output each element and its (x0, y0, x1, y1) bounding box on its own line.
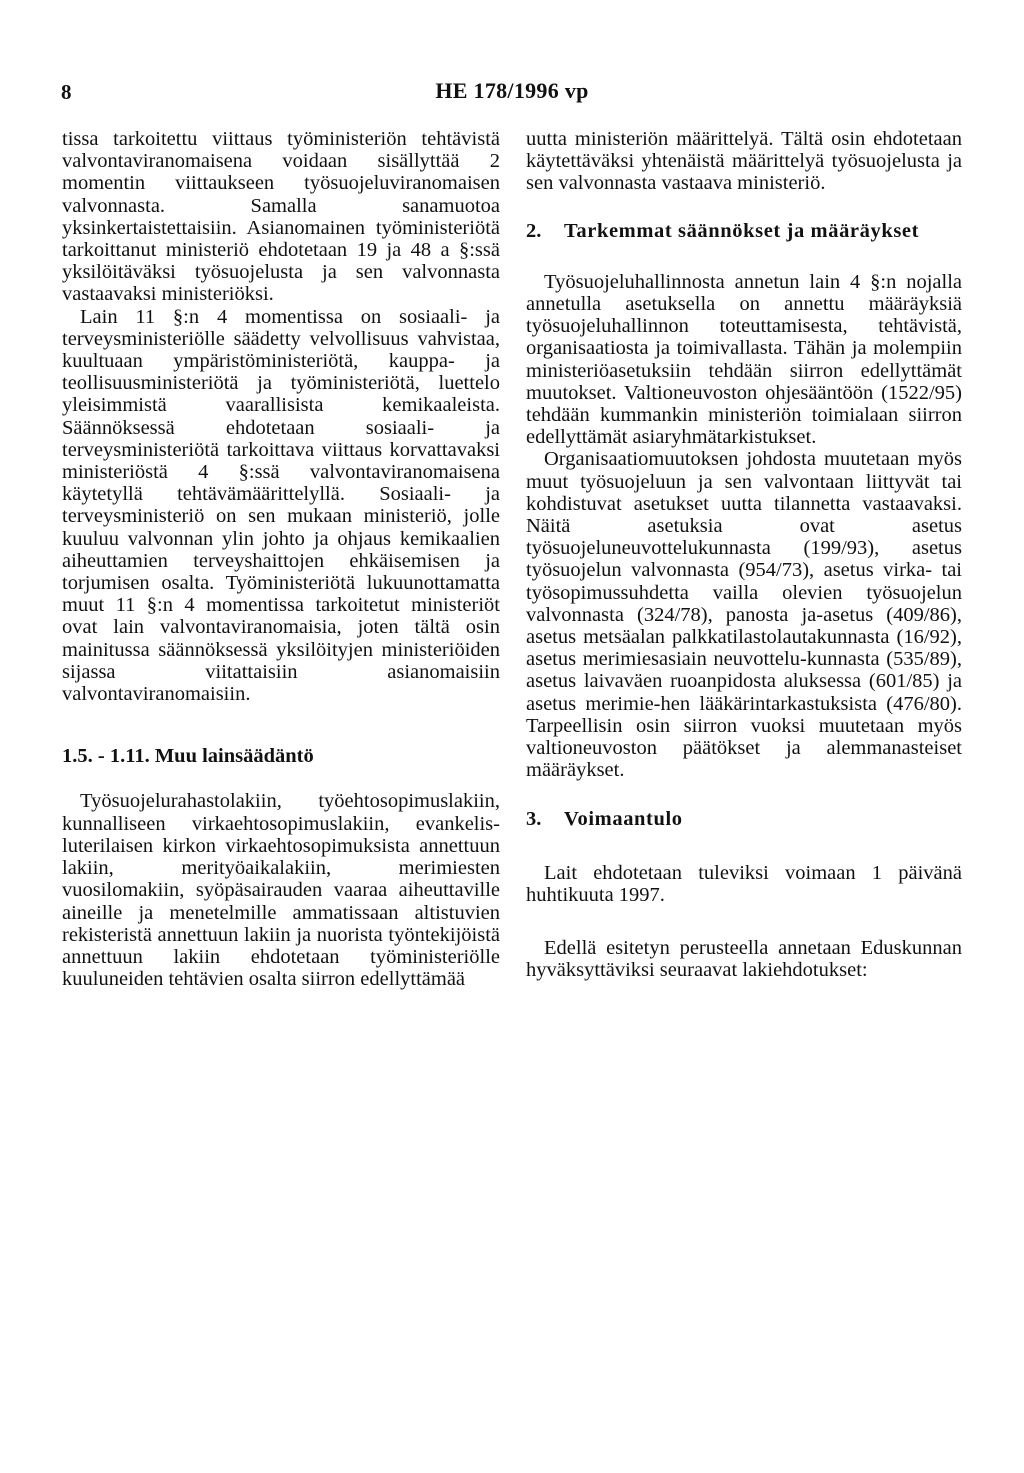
section-heading-1-5: 1.5. - 1.11. Muu lainsäädäntö (62, 745, 314, 768)
left-column (62, 128, 500, 990)
section-heading-2 (526, 220, 962, 242)
right-paragraph-5: Edellä esitetyn perusteella annetaan Eduskunnan hyväksyttäviksi seuraavat lakiehdotukset: (526, 937, 962, 982)
left-paragraph-2: Lain 11 §:n 4 momentissa on sosiaali- ja terveysministeriölle säädetty velvollisuus vahvistaa, kuultuaan ympäristöministeriötä, kauppa- ja teollisuusministeriötä ja työministeriötä, luettelo yleisimmistä vaarallisista kemikaaleista. Säännöksessä ehdotetaan sosiaali- ja terveysministeriötä tarkoittava viittaus korvattavaksi ministeriöstä 4 §:ssä valvontaviranomaisena käytetyllä tehtävämäärittelyllä. Sosiaali- ja terveysministeriö on sen mukaan ministeriö, jolle kuuluu valvonnan ylin johto ja ohjaus kemikaalien aiheuttamien terveyshaittojen ehkäisemisen ja torjumisen osalta. Työministeriötä lukuunottamatta muut 11 §:n 4 momentissa tarkoitetut ministeriöt ovat lain valvontaviranomaisia, joten tältä osin mainitussa säännöksessä yksilöityjen ministeriöiden sijassa viitattaisiin asianomaisiin valvontaviranomaisiin. (62, 305, 500, 706)
right-column (526, 128, 962, 982)
section-3-title: Voimaantulo (564, 808, 683, 831)
section-2-title: Tarkemmat säännökset ja määräykset (564, 219, 920, 242)
right-paragraph-1: uutta ministeriön määrittelyä. Tältä osin ehdotetaan käytettäväksi yhtenäistä määrittelyä työsuojelusta ja sen valvonnasta vastaava ministeriö. (526, 128, 962, 195)
section-heading-3 (526, 808, 962, 830)
left-paragraph-1: tissa tarkoitettu viittaus työministeriön tehtävistä valvontaviranomaisena voidaan sisällyttää 2 momentin viittaukseen työsuojeluviranomaisen valvonnasta. Samalla sanamuotoa yksinkertaistettaisiin. Asianomainen työministeriötä tarkoittanut ministeriö ehdotetaan 19 ja 48 a §:ssä yksilöitäväksi työsuojelusta ja sen valvonnasta vastaavaksi ministeriöksi. (62, 128, 500, 306)
section-2-number: 2. (526, 219, 542, 242)
running-title: HE 178/1996 vp (435, 78, 589, 103)
page-number: 8 (61, 80, 72, 104)
right-paragraph-3: Organisaatiomuutoksen johdosta muutetaan myös muut työsuojeluun ja sen valvontaan liittyvät tai kohdistuvat asetukset uutta tilannetta vastaavaksi. Näitä asetuksia ovat asetus työsuojeluneuvottelukunnasta (199/93), asetus työsuojelun valvonnasta (954/73), asetus virka- tai työsopimussuhdetta vailla olevien työsuojelun valvonnasta (324/78), panosta ja-asetus (409/86), asetus metsäalan palkkatilastolautakunnasta (16/92), asetus merimiesasiain neuvottelu-kunnasta (535/89), asetus laivaväen ruoanpidosta aluksessa (601/85) ja asetus merimie-hen lääkärintarkastuksista (476/80). Tarpeellisin osin siirron vuoksi muutetaan myös valtioneuvoston päätökset ja alemmanasteiset määräykset. (526, 448, 962, 782)
right-paragraph-2: Työsuojeluhallinnosta annetun lain 4 §:n nojalla annetulla asetuksella on annettu määräyksiä työsuojeluhallinnon toteuttamisesta, tehtävistä, organisaatiosta ja toimivallasta. Tähän ja molempiin ministeriöasetuksiin tehdään siirron edellyttämät muutokset. Valtioneuvoston ohjesääntöön (1522/95) tehdään kummankin ministeriön toimialaan siirron edellyttämät asiaryhmätarkistukset. (526, 270, 962, 449)
section-3-number: 3. (526, 808, 542, 831)
right-paragraph-4: Lait ehdotetaan tuleviksi voimaan 1 päivänä huhtikuuta 1997. (526, 861, 962, 906)
left-paragraph-3: Työsuojelurahastolakiin, työehtosopimuslakiin, kunnalliseen virkaehtosopimuslakiin, evankelis-luterilaisen kirkon virkaehtosopimuksista annettuun lakiin, merityöaikalakiin, merimiesten vuosilomakiin, syöpäsairauden vaaraa aiheuttaville aineille ja menetelmille ammatissaan altistuvien rekisteristä annettuun lakiin ja nuorista työntekijöistä annettuun lakiin ehdotetaan työministeriölle kuuluneiden tehtävien osalta siirron edellyttämää (62, 790, 500, 991)
